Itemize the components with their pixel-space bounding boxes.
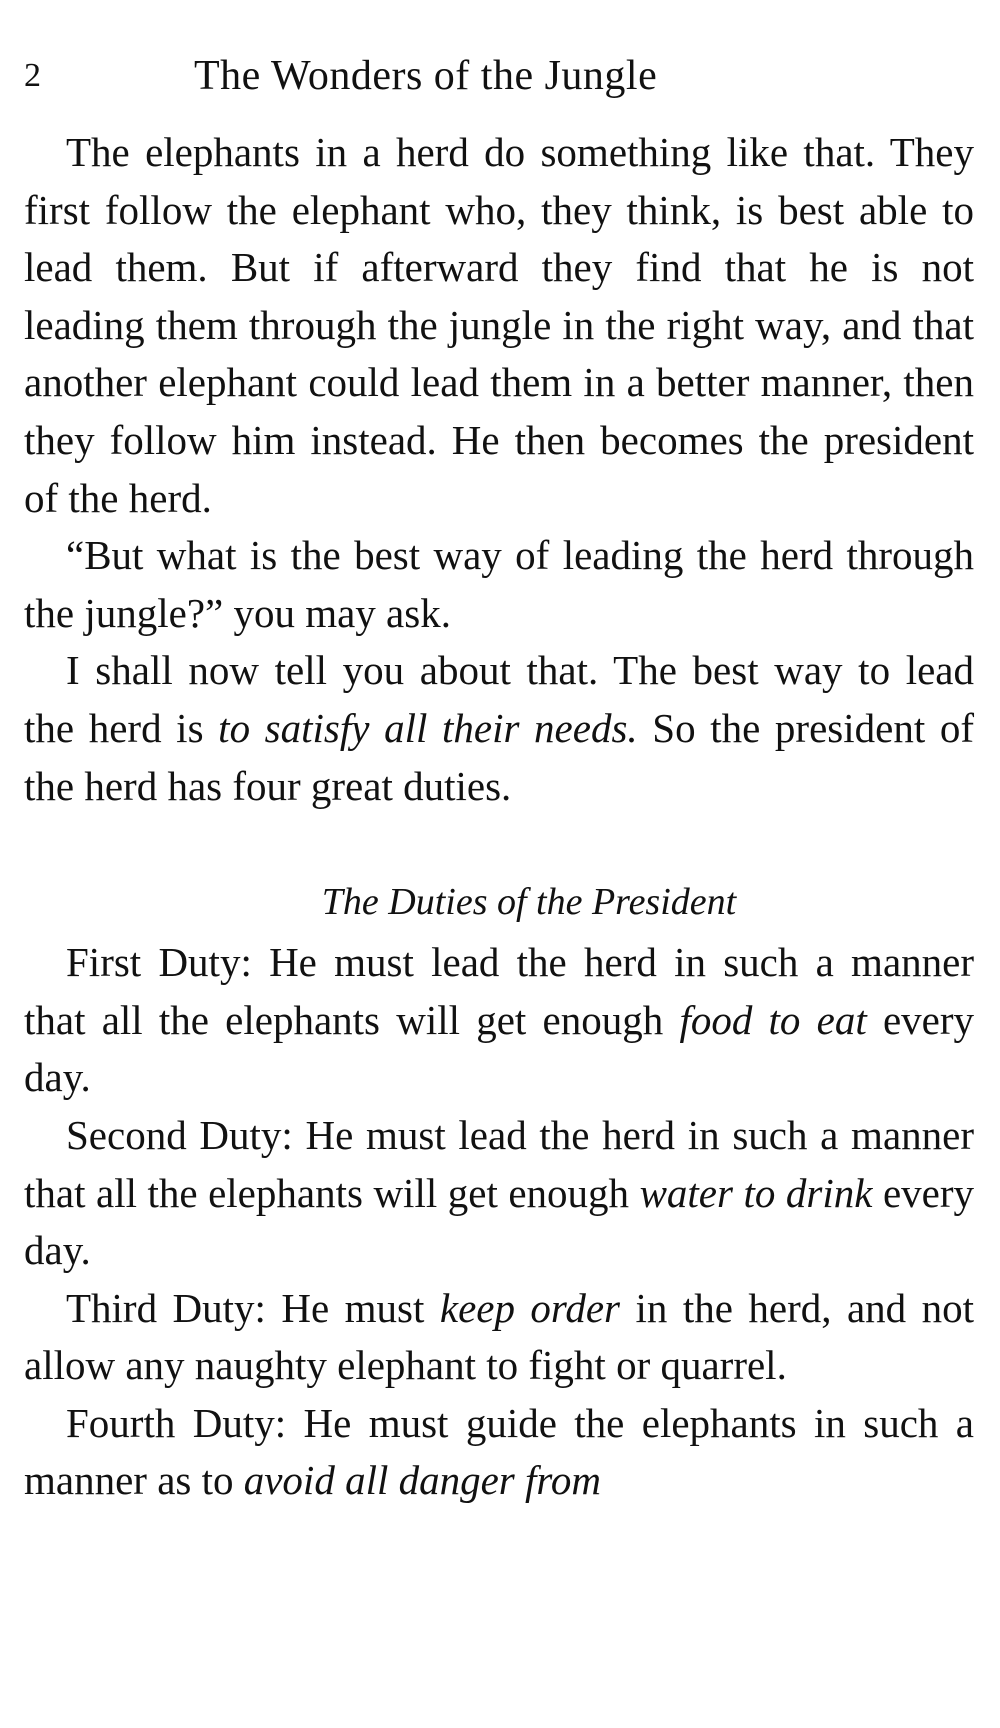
- duty-text: every day.: [24, 996, 974, 1101]
- duty-text: Fourth Duty: He must guide the elephants in such a manner as to: [24, 1399, 974, 1504]
- emphasis-text: food to eat: [679, 996, 867, 1043]
- book-title: The Wonders of the Jungle: [194, 53, 658, 99]
- paragraph-text: “But what is the best way of leading the herd through the jungle?” you may ask.: [24, 532, 974, 636]
- running-head: [24, 46, 974, 106]
- duty-text: every day.: [24, 1169, 974, 1274]
- paragraph-text: So the president of the herd has four great duties.: [24, 704, 974, 809]
- emphasis-text: avoid all danger from: [243, 1457, 601, 1504]
- page-number: 2: [24, 57, 41, 94]
- duty-text: Third Duty: He must: [66, 1284, 440, 1331]
- duty-third: [24, 1280, 974, 1395]
- duty-second: [24, 1107, 974, 1280]
- duty-text: Second Duty: He must lead the herd in such a manner that all the elephants will get enough: [24, 1111, 974, 1216]
- paragraph-herd-leader: [24, 124, 974, 527]
- paragraph-question: [24, 527, 974, 642]
- paragraph-best-way: [24, 642, 974, 815]
- body-text: [24, 124, 974, 1510]
- duty-fourth: [24, 1395, 974, 1510]
- paragraph-text: I shall now tell you about that. The best way to lead the herd is: [24, 647, 974, 751]
- duty-first: [24, 934, 974, 1107]
- duty-text: First Duty: He must lead the herd in such a manner that all the elephants will get enough: [24, 939, 974, 1043]
- duty-text: in the herd, and not allow any naughty elephant to fight or quarrel.: [24, 1284, 975, 1389]
- paragraph-text: The elephants in a herd do something like that. They first follow the elephant who, they think, is best able to lead them. But if afterward they find that he is not leading them through the jungle in the right way, and that another elephant could lead them in a better manner, then they follow him instead. He then becomes the president of the herd.: [24, 129, 974, 521]
- emphasis-text: keep order: [439, 1284, 621, 1331]
- emphasis-text: to satisfy all their needs.: [218, 704, 638, 751]
- emphasis-text: water to drink: [639, 1169, 873, 1216]
- section-heading: The Duties of the President: [321, 881, 737, 924]
